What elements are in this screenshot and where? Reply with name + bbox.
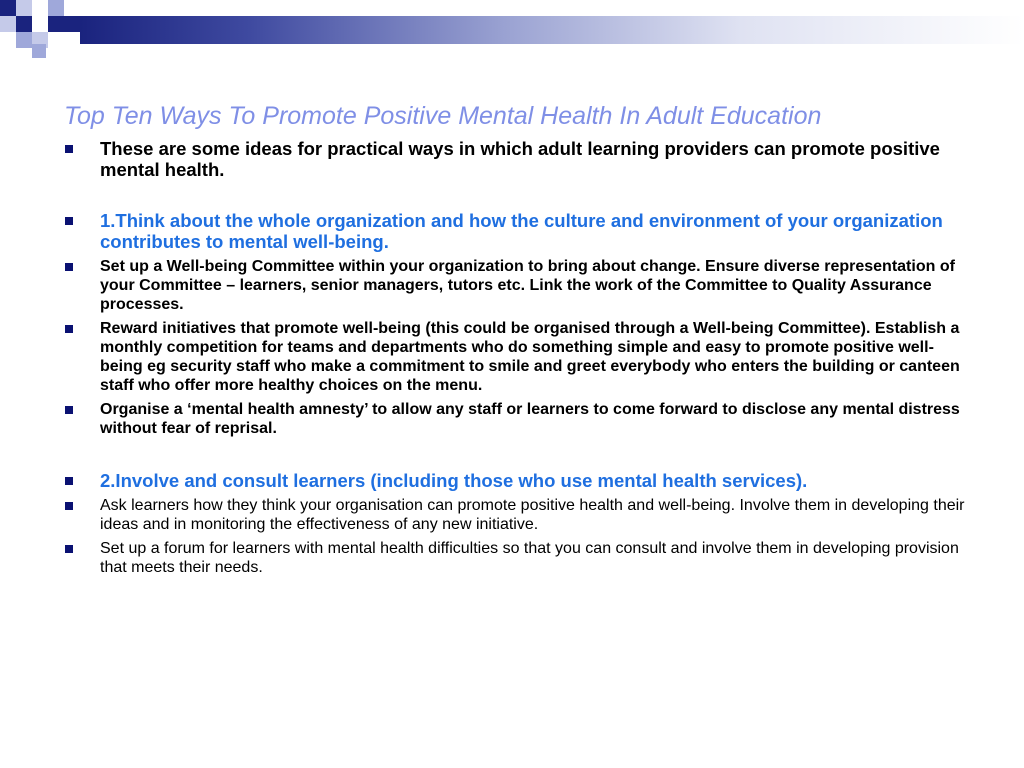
square-bullet-icon xyxy=(65,502,73,510)
section1-heading xyxy=(60,210,970,252)
section2-heading xyxy=(60,470,970,491)
section2-heading-text: 2.Involve and consult learners (including those who use mental health services). xyxy=(100,470,808,491)
square-bullet-icon xyxy=(65,263,73,271)
banner-gradient-bar xyxy=(80,16,1024,44)
decor-square xyxy=(48,16,64,32)
section2-point xyxy=(60,496,970,534)
decor-square xyxy=(16,0,32,16)
intro-text: These are some ideas for practical ways in which adult learning providers can promote positive mental health. xyxy=(100,138,940,180)
square-bullet-icon xyxy=(65,217,73,225)
decor-square xyxy=(16,32,32,48)
square-bullet-icon xyxy=(65,406,73,414)
slide-title: Top Ten Ways To Promote Positive Mental Health In Adult Education xyxy=(64,102,822,130)
section1-point xyxy=(60,257,970,314)
decor-square xyxy=(0,0,16,16)
section1-heading-text: 1.Think about the whole organization and how the culture and environment of your organization contributes to mental well-being. xyxy=(100,210,943,252)
intro-bullet xyxy=(60,138,970,180)
decor-square xyxy=(16,16,32,32)
section2-point xyxy=(60,539,970,577)
decor-square xyxy=(48,0,64,16)
decor-square xyxy=(32,44,46,58)
section1-point-text: Reward initiatives that promote well-being (this could be organised through a Well-being Committee). Establish a monthly competition for teams and departments who do something simple and easy to promote positive well-being eg security staff who make a commitment to smile and greet everybody who enters the building or canteen staff who offer more healthy choices on the menu. xyxy=(100,320,960,394)
section1-point-text: Set up a Well-being Committee within your organization to bring about change. Ensure diverse representation of your Committee – learners, senior managers, tutors etc. Link the work of the Committee to Quality Assurance processes. xyxy=(100,258,955,313)
section2-point-text: Ask learners how they think your organisation can promote positive health and well-being. Involve them in developing their ideas and in monitoring the effectiveness of any new initiative. xyxy=(100,497,965,533)
square-bullet-icon xyxy=(65,477,73,485)
square-bullet-icon xyxy=(65,325,73,333)
header-banner xyxy=(0,0,1024,62)
section1-point xyxy=(60,400,970,438)
section1-point-text: Organise a ‘mental health amnesty’ to allow any staff or learners to come forward to disclose any mental distress without fear of reprisal. xyxy=(100,401,960,437)
section2-point-text: Set up a forum for learners with mental health difficulties so that you can consult and involve them in developing provision that meets their needs. xyxy=(100,540,959,576)
decor-square xyxy=(32,0,48,16)
slide-body xyxy=(60,138,970,577)
square-bullet-icon xyxy=(65,545,73,553)
decor-square xyxy=(64,16,80,32)
decor-square xyxy=(0,32,16,48)
decor-square xyxy=(0,16,16,32)
square-bullet-icon xyxy=(65,145,73,153)
section1-point xyxy=(60,319,970,395)
